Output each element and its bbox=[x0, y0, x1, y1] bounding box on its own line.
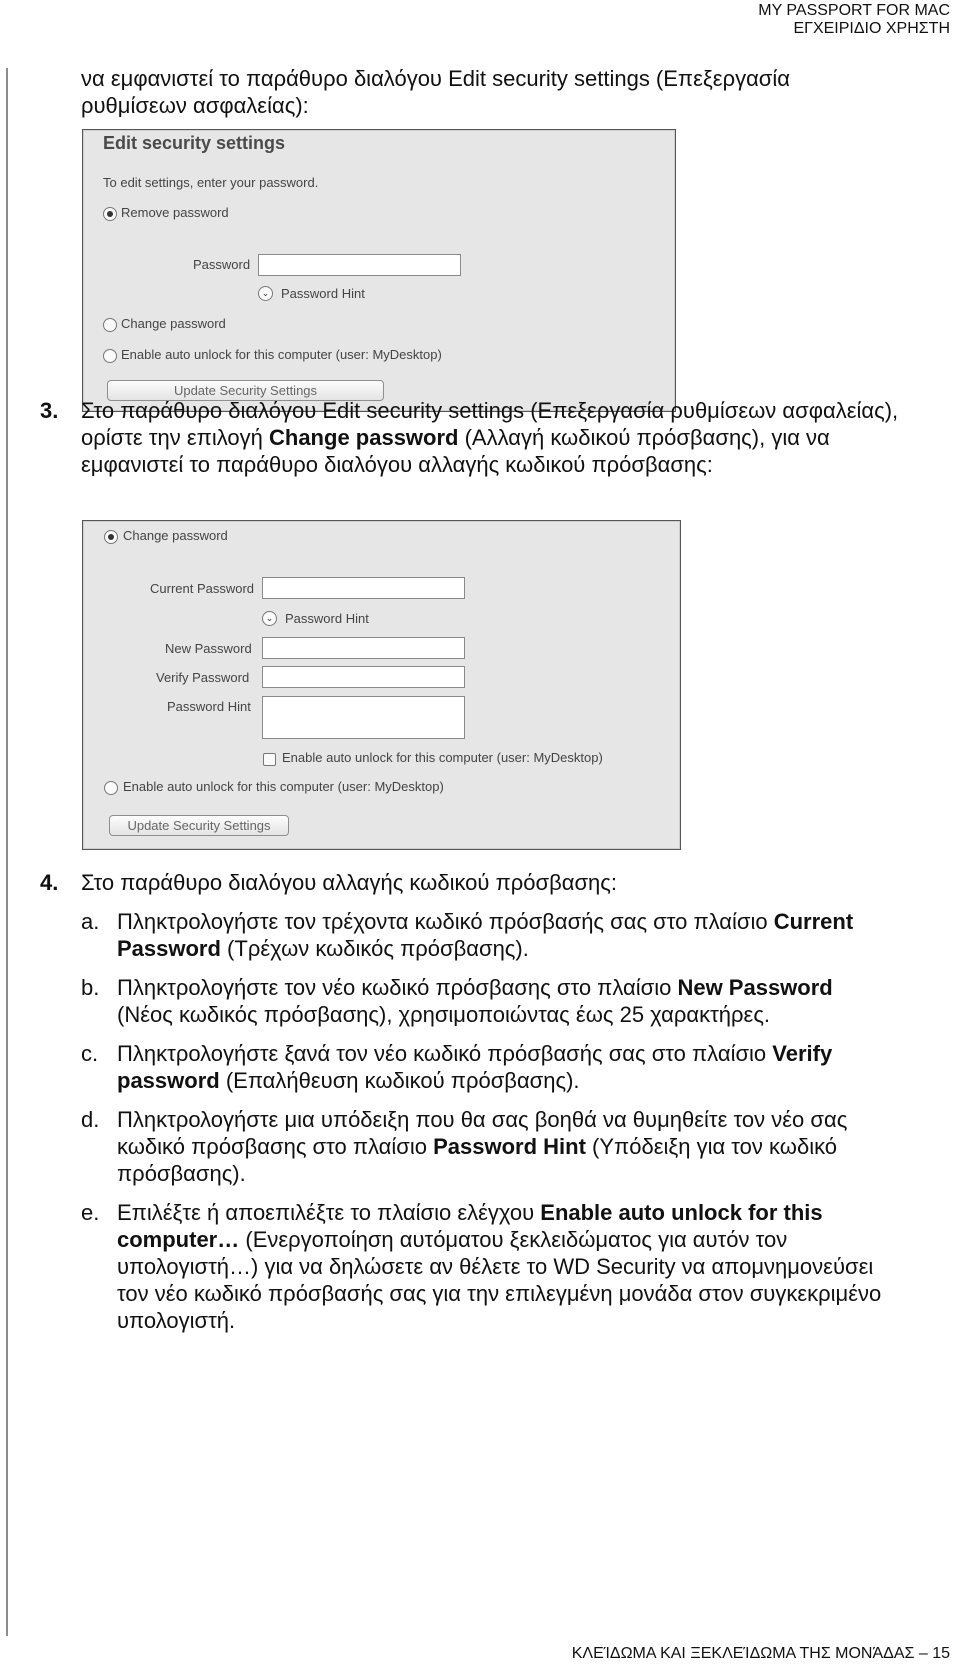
password-hint-input[interactable] bbox=[262, 696, 465, 739]
step-4d-text-2: (Υπόδειξη για τον κωδικό bbox=[585, 1134, 838, 1159]
change-password-label: Change password bbox=[123, 528, 228, 543]
change-password-dialog bbox=[82, 520, 681, 850]
password-label: Password bbox=[193, 257, 251, 272]
new-password-input[interactable] bbox=[262, 637, 465, 659]
step-4b-text: Πληκτρολογήστε τον νέο κωδικό πρόσβασης στο πλαίσιο bbox=[117, 975, 678, 1000]
step-3-number: 3. bbox=[40, 398, 59, 423]
step-3-line-2 bbox=[81, 424, 830, 451]
step-4c-text: Πληκτρολογήστε ξανά τον νέο κωδικό πρόσβασής σας στο πλαίσιο bbox=[117, 1041, 773, 1066]
step-4c-line-2 bbox=[117, 1067, 580, 1094]
auto-unlock-checkbox[interactable] bbox=[263, 753, 276, 766]
password-hint-chevron-icon[interactable]: ⌄ bbox=[258, 286, 273, 301]
header-title: MY PASSPORT FOR MAC bbox=[758, 2, 950, 19]
password-input[interactable] bbox=[258, 254, 461, 276]
step-4d-text: κωδικό πρόσβασης στο πλαίσιο bbox=[117, 1134, 434, 1159]
step-4a-line-2 bbox=[117, 935, 529, 962]
password-hint-toggle-label: Password Hint bbox=[281, 286, 365, 301]
step-4e-line-1 bbox=[117, 1199, 823, 1226]
password-hint-chevron-icon[interactable]: ⌄ bbox=[262, 611, 277, 626]
step-4e-line-2 bbox=[117, 1226, 787, 1253]
step-4e-bold: Enable auto unlock for this bbox=[540, 1200, 823, 1225]
step-4c-bold: Verify bbox=[772, 1041, 833, 1066]
change-password-radio[interactable] bbox=[103, 318, 117, 332]
change-password-label: Change password bbox=[121, 316, 226, 331]
step-4a-letter: a. bbox=[81, 909, 100, 934]
step-4e-bold-2: computer… bbox=[117, 1227, 240, 1252]
auto-unlock-radio[interactable] bbox=[103, 349, 117, 363]
step-4e-line-3: υπολογιστή…) για να δηλώσετε αν θέλετε το WD Security να απομνημονεύσει bbox=[117, 1254, 874, 1279]
step-3-text-tail: (Αλλαγή κωδικού πρόσβασης), για να bbox=[458, 425, 830, 450]
step-4a-line-1 bbox=[117, 908, 853, 935]
dialog-title: Edit security settings bbox=[103, 133, 286, 153]
update-security-settings-button[interactable]: Update Security Settings bbox=[109, 815, 289, 836]
step-4a-bold-2: Password bbox=[117, 936, 221, 961]
change-password-radio-selected[interactable] bbox=[104, 530, 118, 544]
verify-password-label: Verify Password bbox=[156, 670, 250, 685]
step-4-number: 4. bbox=[40, 870, 59, 895]
step-4c-bold-2: password bbox=[117, 1068, 220, 1093]
step-4a-text: Πληκτρολογήστε τον τρέχοντα κωδικό πρόσβασής σας στο πλαίσιο bbox=[117, 909, 774, 934]
step-4d-bold: Password Hint bbox=[433, 1134, 586, 1159]
step-3-line-3: εμφανιστεί το παράθυρο διαλόγου αλλαγής κωδικού πρόσβασης: bbox=[81, 452, 713, 477]
auto-unlock-radio-label: Enable auto unlock for this computer (user: MyDesktop) bbox=[123, 779, 444, 794]
auto-unlock-label: Enable auto unlock for this computer (user: MyDesktop) bbox=[121, 347, 442, 362]
header-subtitle: ΕΓΧΕΙΡΙΔΙΟ ΧΡΗΣΤΗ bbox=[793, 20, 950, 37]
step-4-text: Στο παράθυρο διαλόγου αλλαγής κωδικού πρόσβασης: bbox=[81, 870, 617, 895]
page-footer: ΚΛΕΊΔΩΜΑ ΚΑΙ ΞΕΚΛΕΊΔΩΜΑ ΤΗΣ ΜΟΝΆΔΑΣ – 15 bbox=[571, 1645, 950, 1662]
step-4c-line-1 bbox=[117, 1040, 832, 1067]
step-3-line-1: Στο παράθυρο διαλόγου Edit security settings (Επεξεργασία ρυθμίσεων ασφαλείας), bbox=[81, 398, 899, 423]
step-4c-letter: c. bbox=[81, 1041, 99, 1066]
current-password-input[interactable] bbox=[262, 577, 465, 599]
new-password-label: New Password bbox=[165, 641, 252, 656]
page-header bbox=[758, 2, 950, 38]
step-4b-line-1 bbox=[117, 974, 833, 1001]
intro-line-2: ρυθμίσεων ασφαλείας): bbox=[81, 93, 309, 118]
auto-unlock-checkbox-label: Enable auto unlock for this computer (user: MyDesktop) bbox=[282, 750, 603, 765]
step-4e-text-2: (Ενεργοποίηση αυτόματου ξεκλειδώματος για αυτόν τον bbox=[239, 1227, 788, 1252]
step-4e-line-5: υπολογιστή. bbox=[117, 1308, 236, 1333]
verify-password-input[interactable] bbox=[262, 666, 465, 688]
auto-unlock-radio[interactable] bbox=[104, 781, 118, 795]
step-4d-line-3: πρόσβασης). bbox=[117, 1161, 246, 1186]
remove-password-label: Remove password bbox=[121, 205, 229, 220]
remove-password-radio[interactable] bbox=[103, 207, 117, 221]
step-4e-line-4: τον νέο κωδικό πρόσβασής σας για την επιλεγμένη μονάδα στον συγκεκριμένο bbox=[117, 1281, 882, 1306]
step-4b-letter: b. bbox=[81, 975, 100, 1000]
step-4e-text: Επιλέξτε ή αποεπιλέξτε το πλαίσιο ελέγχου bbox=[117, 1200, 541, 1225]
intro-line-1: να εμφανιστεί το παράθυρο διαλόγου Edit security settings (Επεξεργασία bbox=[81, 66, 790, 91]
step-3-bold-term: Change password bbox=[269, 425, 459, 450]
step-4e-letter: e. bbox=[81, 1200, 100, 1225]
step-4d-line-2 bbox=[117, 1133, 837, 1160]
current-password-label: Current Password bbox=[150, 581, 255, 596]
update-security-settings-button[interactable]: Update Security Settings bbox=[107, 380, 384, 401]
step-4d-line-1: Πληκτρολογήστε μια υπόδειξη που θα σας βοηθά να θυμηθείτε τον νέο σας bbox=[117, 1107, 848, 1132]
step-3-text: ορίστε την επιλογή bbox=[81, 425, 269, 450]
margin-rule bbox=[6, 68, 8, 1636]
step-4a-text-2: (Τρέχων κωδικός πρόσβασης). bbox=[220, 936, 529, 961]
password-hint-toggle-label: Password Hint bbox=[285, 611, 369, 626]
step-4d-letter: d. bbox=[81, 1107, 100, 1132]
edit-security-settings-dialog bbox=[82, 129, 676, 412]
password-hint-label: Password Hint bbox=[167, 699, 251, 714]
step-4c-text-2: (Επαλήθευση κωδικού πρόσβασης). bbox=[219, 1068, 580, 1093]
step-4a-bold: Current bbox=[773, 909, 854, 934]
step-4b-line-2: (Νέος κωδικός πρόσβασης), χρησιμοποιώντας έως 25 χαρακτήρες. bbox=[117, 1002, 771, 1027]
step-4b-bold: New Password bbox=[677, 975, 833, 1000]
dialog-instruction: To edit settings, enter your password. bbox=[103, 175, 319, 190]
